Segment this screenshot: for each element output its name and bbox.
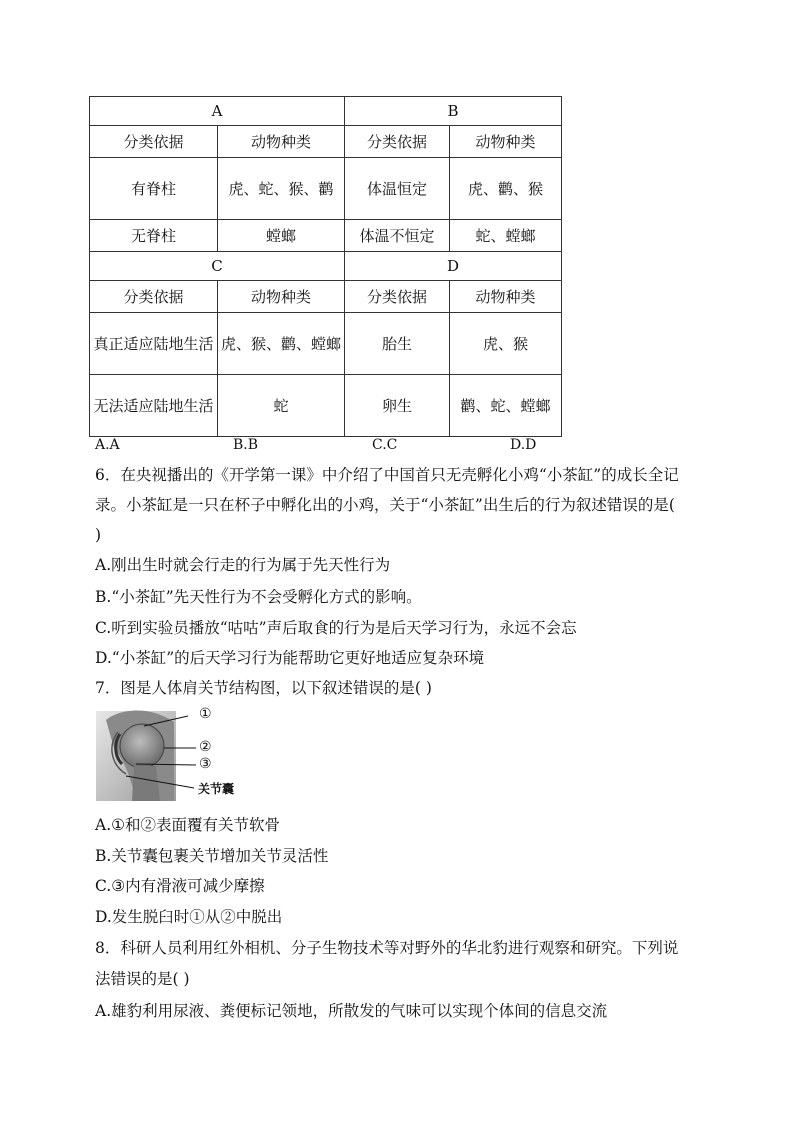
q6-option-a[interactable]: A.刚出生时就会行走的行为属于先天性行为 xyxy=(95,556,391,574)
q6-stem-line: 6．在央视播出的《开学第一课》中介绍了中国首只无壳孵化小鸡“小茶缸”的成长全记 xyxy=(95,466,679,484)
figure-label-3: ③ xyxy=(199,756,212,772)
table-cell: 无脊柱 xyxy=(90,220,218,252)
q7-option-d[interactable]: D.发生脱臼时①从②中脱出 xyxy=(95,908,283,926)
table-cell: 体温不恒定 xyxy=(345,220,450,252)
header-basis: 分类依据 xyxy=(90,126,218,158)
header-species: 动物种类 xyxy=(450,281,562,313)
classification-table xyxy=(89,96,562,437)
header-basis: 分类依据 xyxy=(90,281,218,313)
table-cell: 卵生 xyxy=(345,375,450,437)
section-label-d: D xyxy=(345,252,562,281)
header-basis: 分类依据 xyxy=(345,281,450,313)
section-label-a: A xyxy=(90,97,345,126)
table-cell: 有脊柱 xyxy=(90,158,218,220)
figure-label-1: ① xyxy=(199,706,212,722)
q6-stem-line: 录。小茶缸是一只在杯子中孵化出的小鸡，关于“小茶缸”出生后的行为叙述错误的是( xyxy=(95,496,675,514)
table-cell: 体温恒定 xyxy=(345,158,450,220)
q7-option-c[interactable]: C.③内有滑液可减少摩擦 xyxy=(95,877,265,895)
humerus-shaft xyxy=(132,766,160,801)
table-cell: 螳螂 xyxy=(218,220,345,252)
header-species: 动物种类 xyxy=(450,126,562,158)
q8-stem-line: 8．科研人员利用红外相机、分子生物技术等对野外的华北豹进行观察和研究。下列说 xyxy=(95,939,679,957)
option-c[interactable]: C.C xyxy=(372,437,398,453)
header-basis: 分类依据 xyxy=(345,126,450,158)
option-b[interactable]: B.B xyxy=(233,437,259,453)
humerus-head xyxy=(120,724,164,768)
q6-option-c[interactable]: C.听到实验员播放“咕咕”声后取食的行为是后天学习行为，永远不会忘 xyxy=(95,619,577,637)
q8-stem-line: 法错误的是( ) xyxy=(95,970,190,988)
q6-option-b[interactable]: B.“小茶缸”先天性行为不会受孵化方式的影响。 xyxy=(95,588,422,606)
option-d[interactable]: D.D xyxy=(510,437,537,453)
table-cell: 蛇 xyxy=(218,375,345,437)
q8-option-a[interactable]: A.雄豹利用尿液、粪便标记领地，所散发的气味可以实现个体间的信息交流 xyxy=(95,1002,608,1020)
table-cell: 真正适应陆地生活 xyxy=(90,313,218,375)
table-cell: 蛇、螳螂 xyxy=(450,220,562,252)
table-cell: 虎、蛇、猴、鹳 xyxy=(218,158,345,220)
q7-stem: 7．图是人体肩关节结构图，以下叙述错误的是( ) xyxy=(95,679,432,697)
q6-stem-line: ) xyxy=(95,526,102,544)
figure-label-2: ② xyxy=(199,739,212,755)
table-cell: 虎、猴 xyxy=(450,313,562,375)
q7-option-a[interactable]: A.①和②表面覆有关节软骨 xyxy=(95,816,281,834)
figure-label-capsule: 关节囊 xyxy=(198,782,235,796)
table-cell: 虎、猴、鹳、螳螂 xyxy=(218,313,345,375)
table-cell: 鹳、蛇、螳螂 xyxy=(450,375,562,437)
table-cell: 胎生 xyxy=(345,313,450,375)
header-species: 动物种类 xyxy=(218,281,345,313)
header-species: 动物种类 xyxy=(218,126,345,158)
table-cell: 无法适应陆地生活 xyxy=(90,375,218,437)
q6-option-d[interactable]: D.“小茶缸”的后天学习行为能帮助它更好地适应复杂环境 xyxy=(95,649,485,667)
section-label-c: C xyxy=(90,252,345,281)
option-a[interactable]: A.A xyxy=(95,437,120,453)
table-cell: 虎、鹳、猴 xyxy=(450,158,562,220)
section-label-b: B xyxy=(345,97,562,126)
shoulder-joint-figure xyxy=(96,708,246,804)
q7-option-b[interactable]: B.关节囊包裹关节增加关节灵活性 xyxy=(95,847,329,865)
